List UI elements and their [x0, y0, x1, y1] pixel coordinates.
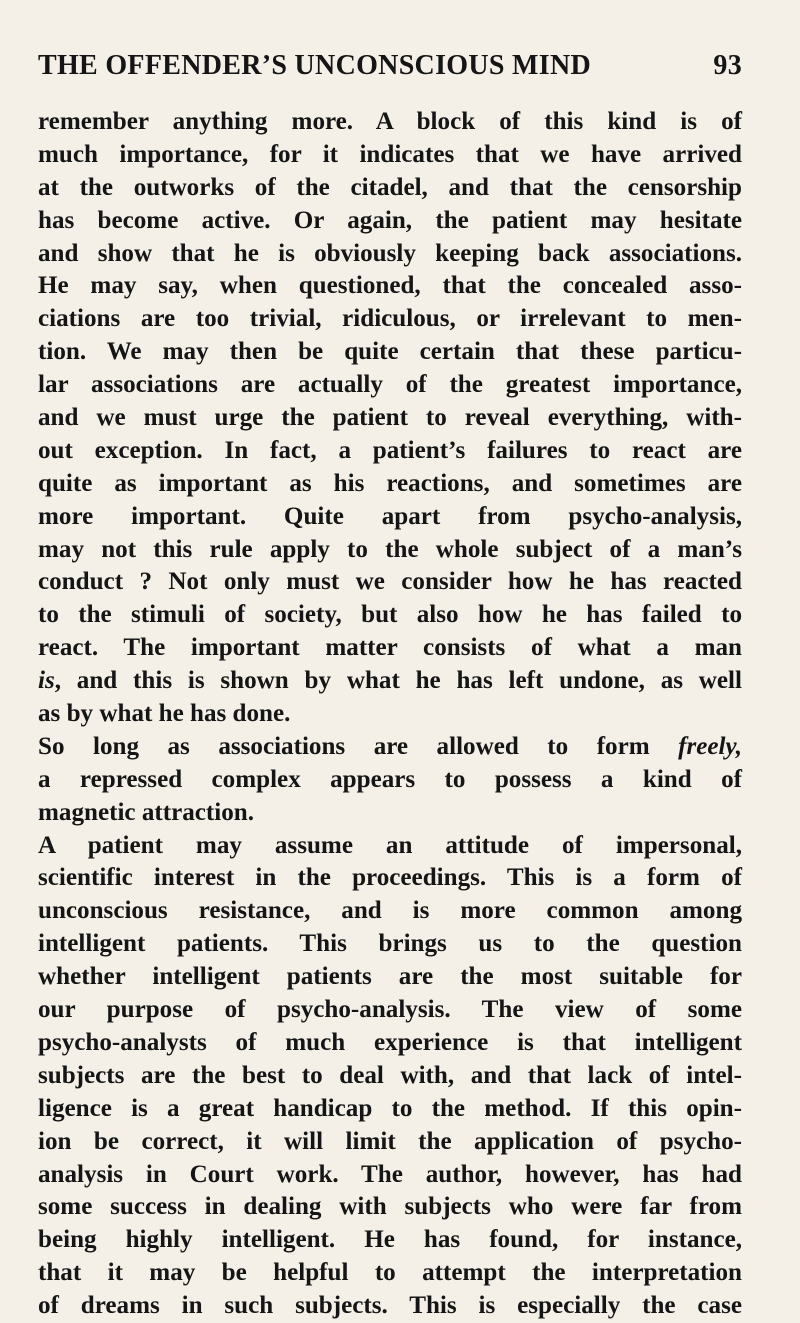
- text-line: A patient may assume an attitude of impersonal,: [38, 831, 742, 859]
- text-line: remember anything more. A block of this kind is of: [38, 108, 742, 135]
- text-line: much importance, for it indicates that we have arrived: [38, 140, 742, 168]
- text-line-mixed: [38, 665, 742, 698]
- text-line: lar associations are actually of the greatest importance,: [38, 371, 742, 399]
- text-line: He may say, when questioned, that the concealed asso-: [38, 272, 742, 300]
- text-fragment: , and this is shown by what he has left undone, as well: [54, 667, 742, 695]
- text-line: and we must urge the patient to reveal everything, with-: [38, 404, 742, 432]
- text-fragment: So long as associations are allowed to form: [38, 732, 679, 760]
- text-line: some success in dealing with subjects who were far from: [38, 1193, 742, 1221]
- text-line-mixed: [38, 731, 742, 764]
- text-line: quite as important as his reactions, and sometimes are: [38, 469, 742, 497]
- text-line: being highly intelligent. He has found, for instance,: [38, 1226, 742, 1254]
- text-line: ion be correct, it will limit the application of psycho-: [38, 1127, 742, 1155]
- text-line: our purpose of psycho-analysis. The view of some: [38, 996, 742, 1024]
- page-number: 93: [713, 50, 742, 81]
- text-line: more important. Quite apart from psycho-analysis,: [38, 502, 742, 530]
- text-line: ligence is a great handicap to the method. If this opin-: [38, 1094, 742, 1122]
- text-line-last: as by what he has done.: [38, 700, 291, 728]
- text-line: tion. We may then be quite certain that these particu-: [38, 338, 742, 366]
- running-head-title: THE OFFENDER’S UNCONSCIOUS MIND: [38, 50, 592, 81]
- text-line: psycho-analysts of much experience is that intelligent: [38, 1028, 742, 1056]
- text-line: intelligent patients. This brings us to the question: [38, 930, 742, 958]
- text-line: has become active. Or again, the patient may hesitate: [38, 206, 742, 234]
- running-head: [38, 52, 742, 80]
- italic-word: freely,: [678, 732, 742, 760]
- text-line: ciations are too trivial, ridiculous, or irrelevant to men-: [38, 305, 742, 333]
- text-line: react. The important matter consists of what a man: [38, 634, 742, 662]
- body-text: [38, 106, 742, 1323]
- text-line: a repressed complex appears to possess a kind of: [38, 765, 742, 793]
- text-line: may not this rule apply to the whole subject of a man’s: [38, 535, 742, 563]
- text-line: and show that he is obviously keeping back associations.: [38, 239, 742, 267]
- text-line: out exception. In fact, a patient’s failures to react are: [38, 436, 742, 464]
- text-line: that it may be helpful to attempt the interpretation: [38, 1259, 742, 1287]
- text-line: scientific interest in the proceedings. This is a form of: [38, 864, 742, 892]
- italic-word: is: [38, 667, 55, 695]
- text-line: of dreams in such subjects. This is especially the case: [38, 1292, 742, 1320]
- text-line-last: magnetic attraction.: [38, 798, 255, 826]
- text-line: to the stimuli of society, but also how he has failed to: [38, 601, 742, 629]
- text-line: subjects are the best to deal with, and that lack of intel-: [38, 1061, 742, 1089]
- text-line: at the outworks of the citadel, and that the censorship: [38, 173, 742, 201]
- text-line: whether intelligent patients are the most suitable for: [38, 963, 742, 991]
- text-line: analysis in Court work. The author, however, has had: [38, 1160, 742, 1188]
- text-line: unconscious resistance, and is more common among: [38, 897, 742, 925]
- text-line: conduct ? Not only must we consider how he has reacted: [38, 568, 742, 596]
